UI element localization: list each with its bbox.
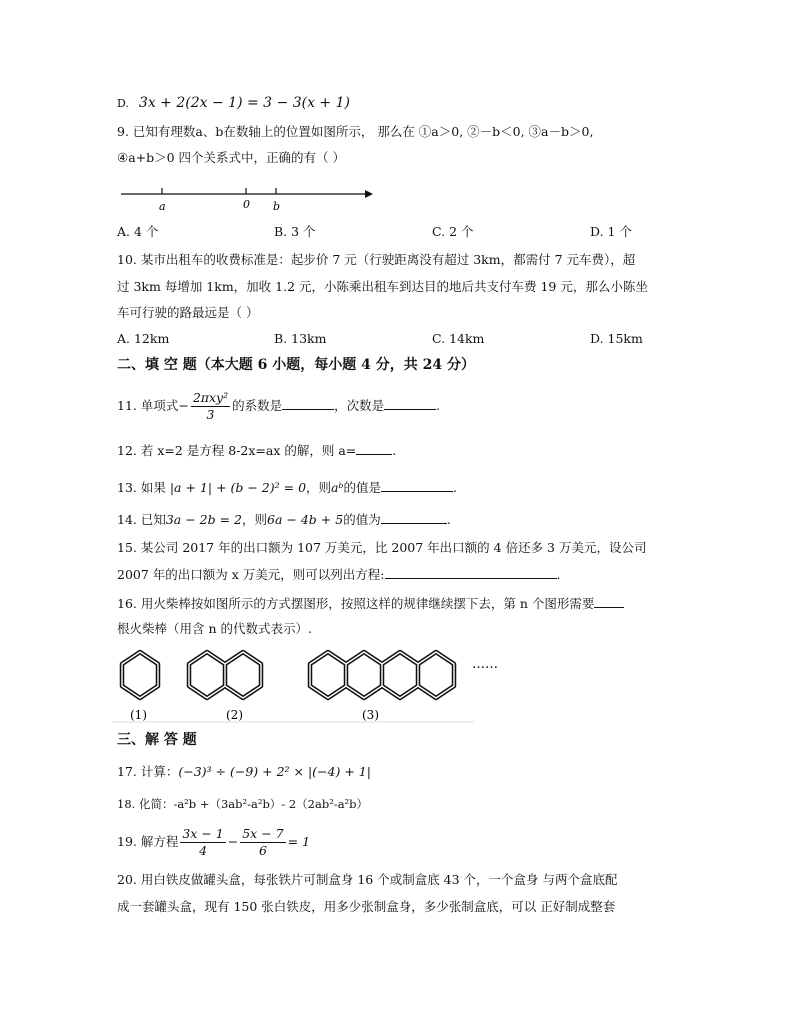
q10-option-c: C. 14km <box>432 331 485 346</box>
q14-expression-2: 6a − 4b + 5 <box>267 512 344 527</box>
q19-fraction-2 <box>240 826 285 859</box>
q19-numerator-1: 3x − 1 <box>182 826 224 841</box>
q10-option-d: D. 15km <box>590 331 643 346</box>
q16-line1-text: 16. 用火柴棒按如图所示的方式摆图形，按照这样的规律继续摆下去，第 n 个图形需要 <box>117 596 595 611</box>
label-a: a <box>159 200 166 213</box>
q13-expression: |a + 1| + (b − 2)² = 0 <box>169 480 307 495</box>
q18: 18. 化简：-a²b +（3ab²-a²b）- 2（2ab²-a²b） <box>117 797 369 811</box>
q14-blank[interactable] <box>381 510 447 524</box>
q15-line2-text: 2007 年的出口额为 x 万美元，则可以列出方程: <box>117 567 385 582</box>
q11-neg: − <box>178 398 189 413</box>
q11-blank-2[interactable] <box>384 396 436 410</box>
q11-mid2: ，次数是 <box>334 398 385 413</box>
q19-numerator-2: 5x − 7 <box>242 826 284 841</box>
q9-option-b: B. 3 个 <box>274 224 316 239</box>
q19-minus: − <box>227 834 239 849</box>
q15-blank[interactable] <box>385 565 557 579</box>
q12-end: . <box>392 443 397 458</box>
q10-option-a: A. 12km <box>117 331 170 346</box>
q19-fraction-1 <box>180 826 225 859</box>
q17-prefix: 17. 计算： <box>117 764 179 779</box>
q11-prefix: 11. 单项式 <box>117 398 179 413</box>
q8-option-d <box>117 94 350 113</box>
q12-blank[interactable] <box>356 441 392 455</box>
q9-option-a: A. 4 个 <box>117 224 159 239</box>
q13-prefix: 13. 如果 <box>117 480 166 495</box>
q19-prefix: 19. 解方程 <box>117 834 179 849</box>
q13-mid: ，则 <box>306 480 332 495</box>
q13-power: aᵇ <box>331 480 344 495</box>
q12-text: 12. 若 x=2 是方程 8-2x=ax 的解，则 a= <box>117 443 357 458</box>
matchstick-figures <box>112 640 512 724</box>
q16-line1 <box>117 594 624 613</box>
q15-line2 <box>117 565 560 584</box>
label-zero: 0 <box>243 198 250 211</box>
label-b: b <box>273 200 281 213</box>
q17 <box>117 763 371 781</box>
q19-equals: = 1 <box>287 834 311 849</box>
q15-line1: 15. 某公司 2017 年的出口额为 107 万美元，比 2007 年出口额的 4 倍还多 3 万美元，设公司 <box>117 540 647 555</box>
q14-suffix: 的值为 <box>343 512 381 527</box>
q11-blank-1[interactable] <box>282 396 334 410</box>
q20-line1: 20. 用白铁皮做罐头盒，每张铁片可制盒身 16 个或制盒底 43 个，一个盒身 与两个盒底配 <box>117 872 618 887</box>
section3-heading: 三、解 答 题 <box>117 732 197 748</box>
q14 <box>117 510 451 529</box>
q9-option-c: C. 2 个 <box>432 224 474 239</box>
q11 <box>117 390 440 423</box>
caption-2: (2) <box>226 708 243 722</box>
q14-mid: ，则 <box>242 512 268 527</box>
q16-blank[interactable] <box>594 594 624 608</box>
q9-line1: 9. 已知有理数a、b在数轴上的位置如图所示， 那么在 ①a＞0, ②－b＜0, ③a－b＞0, <box>117 124 594 139</box>
figure-1 <box>122 652 158 698</box>
q19-denominator-1: 4 <box>199 843 208 858</box>
q14-prefix: 14. 已知 <box>117 512 166 527</box>
q14-expression-1: 3a − 2b = 2 <box>165 512 243 527</box>
q9-option-d: D. 1 个 <box>590 224 632 239</box>
option-label: D. <box>117 97 129 110</box>
q19 <box>117 826 310 859</box>
axis-arrow <box>365 190 373 198</box>
q10-line2: 过 3km 每增加 1km，加收 1.2 元，小陈乘出租车到达目的地后共支付车费 19 元，那么小陈坐 <box>117 279 648 294</box>
caption-3: (3) <box>362 708 379 722</box>
q10-option-b: B. 13km <box>274 331 327 346</box>
section2-heading: 二、填 空 题（本大题 6 小题，每小题 4 分，共 24 分） <box>117 357 475 373</box>
q13-suffix: 的值是 <box>343 480 382 495</box>
q11-fraction <box>191 390 230 423</box>
q11-denominator: 3 <box>206 407 215 422</box>
q13 <box>117 478 457 497</box>
q16-line2: 根火柴棒（用含 n 的代数式表示）. <box>117 621 312 636</box>
q10-line1: 10. 某市出租车的收费标准是：起步价 7 元（行驶距离没有超过 3km，都需付 7 元车费），超 <box>117 252 636 267</box>
caption-1: (1) <box>130 708 147 722</box>
q11-end: . <box>436 398 441 413</box>
q15-end: . <box>556 567 561 582</box>
q19-denominator-2: 6 <box>258 843 267 858</box>
number-line <box>117 180 377 216</box>
q13-end: . <box>453 480 457 495</box>
q11-numerator: 2πxy² <box>192 390 229 405</box>
q14-end: . <box>446 512 451 527</box>
q12 <box>117 441 396 460</box>
q10-line3: 车可行驶的路最远是（ ） <box>117 305 259 320</box>
equation: 3x + 2(2x − 1) = 3 − 3(x + 1) <box>138 95 350 111</box>
q20-line2: 成一套罐头盒，现有 150 张白铁皮，用多少张制盒身，多少张制盒底，可以 正好制成整套 <box>117 899 616 914</box>
q11-mid: 的系数是 <box>232 398 283 413</box>
q13-blank[interactable] <box>381 478 453 492</box>
q17-expression: (−3)³ ÷ (−9) + 2² × |(−4) + 1| <box>178 764 371 779</box>
figure-ellipsis: …… <box>472 657 498 672</box>
q9-line2: ④a+b＞0 四个关系式中，正确的有（ ） <box>117 150 346 165</box>
